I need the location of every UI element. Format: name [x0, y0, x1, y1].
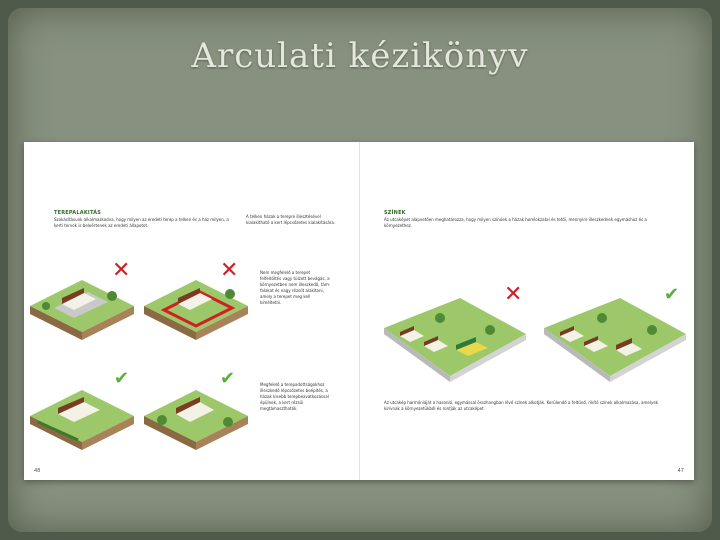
cross-icon: ✕	[504, 282, 523, 307]
page-gutter	[359, 142, 360, 480]
slide-title: Arculati kézikönyv	[191, 36, 529, 76]
cross-icon: ✕	[220, 258, 239, 283]
check-icon: ✔	[114, 368, 130, 389]
cross-icon: ✕	[112, 258, 131, 283]
street-colors-illustration-good	[540, 292, 690, 384]
check-icon: ✔	[664, 284, 680, 305]
left-side-note-3: Megfelelő a terepadottságokhoz illeszkedő lépcsőzetes beépítés, a házak kisebb terepbeavatkozással épülnek, a kert rézsűi megtámaszthatók.	[260, 382, 329, 411]
right-page-heading: SZÍNEK	[384, 210, 406, 216]
left-page-intro: Szokásításunk alkalmazkodva, hogy milyen az eredeti terep a telken és a ház milyen, a kerti tervek is beleértenek az eredeti állapotot.	[54, 217, 229, 228]
right-page-number: 47	[677, 468, 684, 474]
right-page-intro: Az utcaképet alapvetően meghatározza, hogy milyen színűek a házak homlokzatai és tetői, mennyire illeszkednek egymáshoz és a környezethez.	[384, 217, 647, 228]
check-icon: ✔	[220, 368, 236, 389]
left-side-note-2: Nem megfelelő a terepet felfeltöltés vagy túlzott bevágás, a környezetben nem illeszkedő, tám- falakat és nagy rézsűt alakítani, amely a terepet meg kell kíméltetni.	[260, 270, 331, 305]
left-side-note-1: A telken házak a terepre illesztésével kialakítható a kert lépcsőzetes kialakítására.	[246, 214, 336, 225]
left-page-heading: TEREPALAKITÁS	[54, 210, 102, 216]
left-page-number: 48	[34, 468, 41, 474]
right-bottom-note: Az utcakép harmóniáját a hasonló, egymással összhangban lévő színek alkotják. Kerülendő a feltűnő, rikító színek alkalmazása, amelyek kirívnak a környezetükből és rontják az utcaképet.	[384, 400, 659, 411]
manual-spread-image	[24, 142, 694, 480]
